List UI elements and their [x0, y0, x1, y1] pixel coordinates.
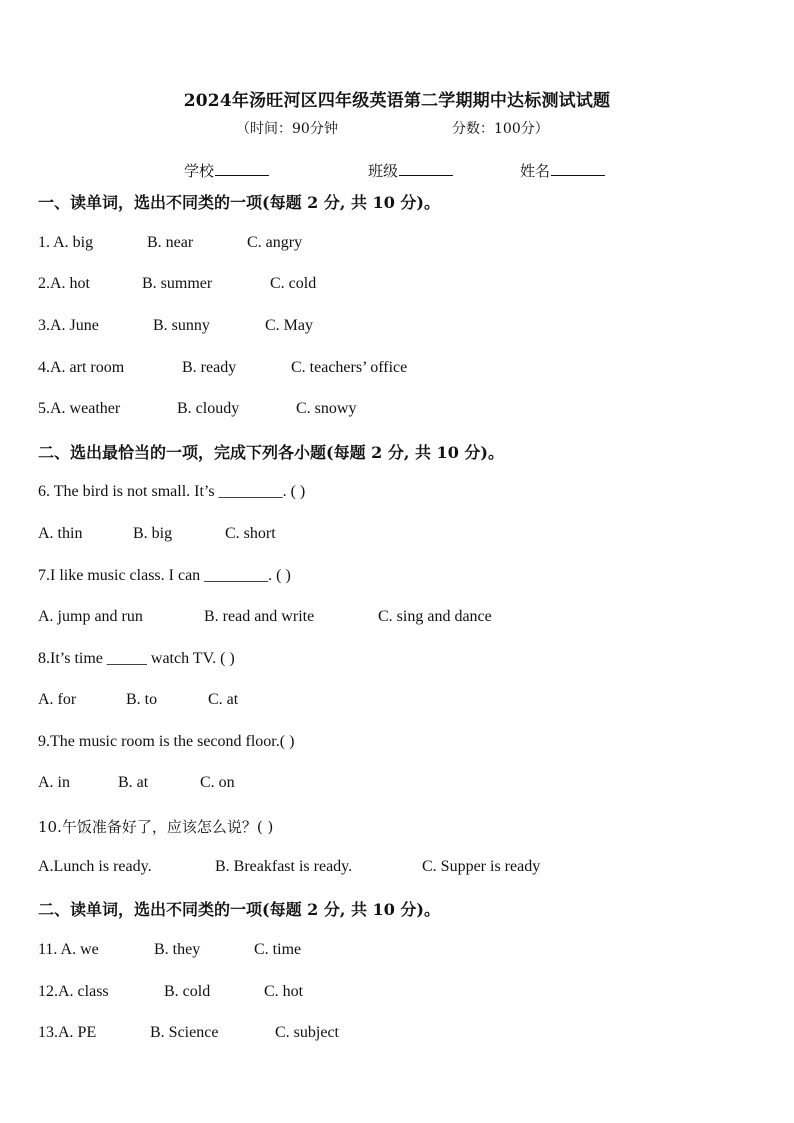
q10-option-c: C. Supper is ready — [422, 858, 541, 875]
q8-option-a: A. for — [38, 691, 77, 708]
q7-option-c: C. sing and dance — [378, 608, 492, 625]
exam-score: 分数：100分） — [452, 121, 549, 137]
q5-option-c: C. snowy — [296, 400, 357, 417]
q9-option-c: C. on — [200, 774, 235, 791]
school-label: 学校 — [184, 162, 215, 180]
q13-option-c: C. subject — [275, 1024, 339, 1041]
q4-option-c: C. teachers’ office — [291, 359, 408, 376]
page-title: 2024年汤旺河区四年级英语第二学期期中达标测试试题 — [183, 91, 611, 111]
question-10-stem: 10.午饭准备好了，应该怎么说？( ) — [38, 818, 274, 836]
q3-option-c: C. May — [265, 317, 313, 334]
section-heading-1: 一、读单词，选出不同类的一项(每题 2 分, 共 10 分)。 — [38, 193, 440, 212]
q12-option-b: B. cold — [164, 983, 211, 1000]
q3-option-b: B. sunny — [153, 317, 210, 334]
q1-option-c: C. angry — [247, 234, 303, 251]
q9-option-a: A. in — [38, 774, 70, 791]
question-7-stem: 7.I like music class. I can ________. ( ) — [38, 567, 291, 584]
school-blank[interactable] — [215, 161, 269, 176]
q12-option-a: 12.A. class — [38, 983, 109, 1000]
q6-option-b: B. big — [133, 525, 173, 542]
q10-option-b: B. Breakfast is ready. — [215, 858, 353, 875]
q6-option-a: A. thin — [38, 525, 83, 542]
exam-time: （时间：90分钟 — [236, 121, 338, 137]
q2-option-a: 2.A. hot — [38, 275, 90, 292]
question-9-stem: 9.The music room is the second floor.( ) — [38, 733, 295, 750]
q5-option-a: 5.A. weather — [38, 400, 121, 417]
q1-option-a: 1. A. big — [38, 234, 94, 251]
school-field — [184, 160, 269, 181]
section-heading-3: 二、读单词，选出不同类的一项(每题 2 分, 共 10 分)。 — [38, 900, 440, 919]
question-6-stem: 6. The bird is not small. It’s ________. ( ) — [38, 483, 306, 500]
q2-option-c: C. cold — [270, 275, 317, 292]
q3-option-a: 3.A. June — [38, 317, 99, 334]
name-blank[interactable] — [551, 161, 605, 176]
q13-option-b: B. Science — [150, 1024, 219, 1041]
class-blank[interactable] — [399, 161, 453, 176]
q11-option-a: 11. A. we — [38, 941, 99, 958]
q2-option-b: B. summer — [142, 275, 213, 292]
q1-option-b: B. near — [147, 234, 194, 251]
question-8-stem: 8.It’s time _____ watch TV. ( ) — [38, 650, 235, 667]
class-label: 班级 — [368, 162, 399, 180]
name-field — [520, 160, 605, 181]
q8-option-b: B. to — [126, 691, 158, 708]
q11-option-b: B. they — [154, 941, 201, 958]
q7-option-a: A. jump and run — [38, 608, 143, 625]
q10-option-a: A.Lunch is ready. — [38, 858, 152, 875]
q8-option-c: C. at — [208, 691, 239, 708]
q13-option-a: 13.A. PE — [38, 1024, 97, 1041]
q4-option-a: 4.A. art room — [38, 359, 125, 376]
name-label: 姓名 — [520, 162, 551, 180]
q6-option-c: C. short — [225, 525, 276, 542]
section-heading-2: 二、选出最恰当的一项，完成下列各小题(每题 2 分, 共 10 分)。 — [38, 443, 504, 462]
q12-option-c: C. hot — [264, 983, 304, 1000]
q7-option-b: B. read and write — [204, 608, 315, 625]
q4-option-b: B. ready — [182, 359, 237, 376]
class-field — [368, 160, 453, 181]
q5-option-b: B. cloudy — [177, 400, 240, 417]
q11-option-c: C. time — [254, 941, 302, 958]
q9-option-b: B. at — [118, 774, 149, 791]
